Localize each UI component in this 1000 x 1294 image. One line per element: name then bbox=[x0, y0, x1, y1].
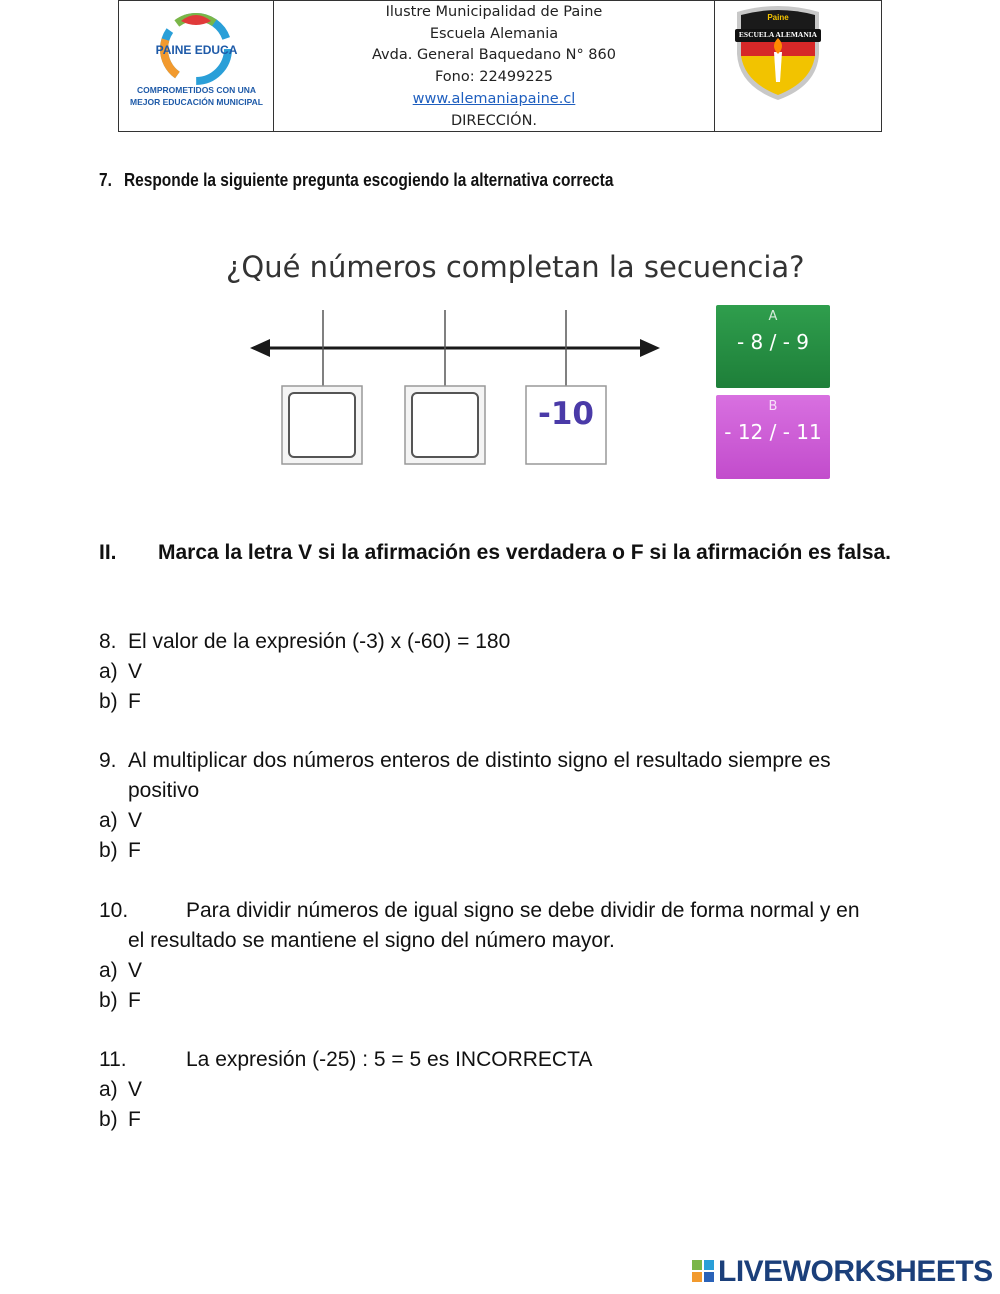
question-text-line-2: positivo bbox=[128, 779, 200, 802]
number-line bbox=[240, 300, 670, 475]
answer-value: F bbox=[128, 690, 141, 713]
answer-label: b) bbox=[99, 1108, 118, 1131]
option-b-button[interactable] bbox=[716, 395, 830, 479]
option-a-value: - 8 / - 9 bbox=[736, 330, 810, 354]
school-phone: Fono: 22499225 bbox=[434, 69, 554, 86]
sequence-question-title: ¿Qué números completan la secuencia? bbox=[226, 250, 805, 284]
logo-tagline-1: COMPROMETIDOS CON UNA bbox=[137, 85, 256, 95]
shield-banner-text: ESCUELA ALEMANIA bbox=[738, 30, 818, 39]
option-b-letter: B bbox=[768, 399, 778, 414]
school-website-link[interactable]: www.alemaniapaine.cl bbox=[412, 90, 576, 107]
municipality-name: Ilustre Municipalidad de Paine bbox=[385, 4, 603, 20]
logo-brand: PAINE EDUCA bbox=[155, 43, 238, 57]
question-text-line-1: Para dividir números de igual signo se debe dividir de forma normal y en bbox=[186, 899, 860, 922]
answer-value: V bbox=[128, 660, 143, 683]
liveworksheets-brand[interactable]: LIVEWORKSHEETS bbox=[718, 1255, 993, 1288]
question-number: 10. bbox=[99, 899, 129, 922]
answer-value: V bbox=[128, 1078, 143, 1101]
option-b-value: - 12 / - 11 bbox=[724, 420, 822, 444]
question-text: La expresión (-25) : 5 = 5 es INCORRECTA bbox=[186, 1048, 593, 1071]
school-address: Avda. General Baquedano N° 860 bbox=[371, 47, 616, 64]
school-info bbox=[274, 1, 715, 131]
answer-value: V bbox=[128, 809, 143, 832]
escuela-alemania-logo bbox=[715, 1, 881, 131]
right-arrow-icon bbox=[640, 339, 660, 357]
answer-label: a) bbox=[99, 959, 118, 982]
question-number: 11. bbox=[99, 1048, 127, 1071]
answer-label: b) bbox=[99, 690, 118, 713]
question-text-line-1: Al multiplicar dos números enteros de distinto signo el resultado siempre es bbox=[128, 749, 831, 772]
school-header bbox=[118, 0, 882, 132]
answer-label: a) bbox=[99, 809, 118, 832]
answer-value: F bbox=[128, 1108, 141, 1131]
left-arrow-icon bbox=[250, 339, 270, 357]
option-a-button[interactable] bbox=[716, 305, 830, 388]
question-text-line-2: el resultado se mantiene el signo del número mayor. bbox=[128, 929, 615, 952]
blank-box-2[interactable] bbox=[405, 386, 485, 464]
school-name: Escuela Alemania bbox=[429, 25, 559, 42]
question-7-instruction bbox=[99, 170, 613, 191]
liveworksheets-logo-icon bbox=[692, 1260, 716, 1282]
answer-label: b) bbox=[99, 839, 118, 862]
answer-label: a) bbox=[99, 1078, 118, 1101]
question-number: 8. bbox=[99, 630, 117, 653]
blank-box-1[interactable] bbox=[282, 386, 362, 464]
sequence-known-value: -10 bbox=[537, 396, 594, 432]
answer-value: F bbox=[128, 839, 141, 862]
shield-top-text: Paine bbox=[767, 13, 789, 22]
logo-tagline-2: MEJOR EDUCACIÓN MUNICIPAL bbox=[129, 97, 263, 107]
section-number: II. bbox=[99, 541, 117, 564]
instruction-text: Responde la siguiente pregunta escogiendo la alternativa correcta bbox=[123, 170, 614, 190]
department-label: DIRECCIÓN. bbox=[450, 112, 538, 129]
answer-label: a) bbox=[99, 660, 118, 683]
paine-educa-logo bbox=[119, 1, 274, 131]
answer-value: V bbox=[128, 959, 143, 982]
question-text: El valor de la expresión (-3) x (-60) = 180 bbox=[128, 630, 511, 653]
question-number: 9. bbox=[99, 749, 117, 772]
option-a-letter: A bbox=[768, 309, 778, 324]
answer-label: b) bbox=[99, 989, 118, 1012]
answer-value: F bbox=[128, 989, 141, 1012]
question-number: 7. bbox=[99, 170, 112, 190]
section-instruction: Marca la letra V si la afirmación es verdadera o F si la afirmación es falsa. bbox=[158, 541, 892, 564]
